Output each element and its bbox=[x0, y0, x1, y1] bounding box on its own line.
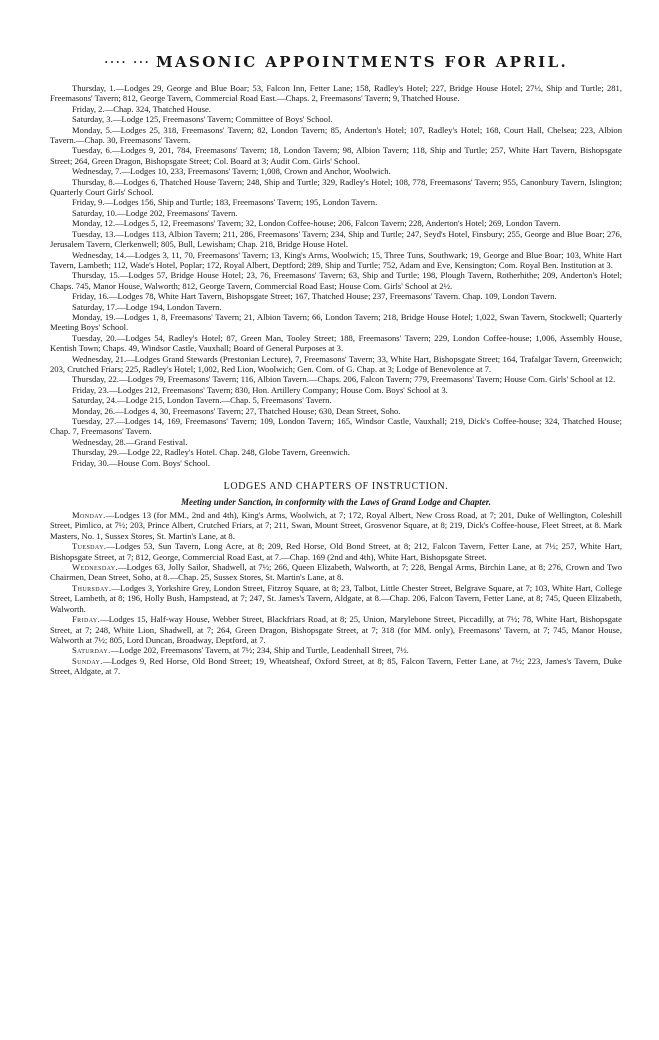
day-text: —Lodges 13 (for MM., 2nd and 4th), King's Arms, Woolwich, at 7; 172, Royal Albert, New Cross Road, at 7; 201, Duke of Wellington, Coleshill Street, Pimlico, at 7½; 203, Prince Albert, Crutched Friars, at 7; 211, Swan, Mount Street, Grosvenor Square, at 8; 219, Dick's Coffee-house, Fleet Street, at 8. Mark Masters, No. 1, Sussex Stores, St. Martin's Lane, at 8. bbox=[50, 510, 622, 541]
appointment-entry: Wednesday, 14.—Lodges 3, 11, 70, Freemasons' Tavern; 13, King's Arms, Woolwich; 15, Three Tuns, Southwark; 19, George and Blue Boar; 103, White Hart Tavern, Lambeth; 112, Wade's Hotel, Poplar; 172, Royal Albert, Deptford; 289, Ship and Turtle; 752, Adam and Eve, Kensington; Com. Royal Ben. Institution at 3. bbox=[50, 249, 622, 270]
appointment-entry: Wednesday, 28.—Grand Festival. bbox=[72, 436, 188, 447]
appointments-list bbox=[50, 83, 622, 468]
appointment-entry: Monday, 26.—Lodges 4, 30, Freemasons' Tavern; 27, Thatched House; 630, Dean Street, Soho. bbox=[72, 405, 401, 416]
appointment-entry: Tuesday, 13.—Lodges 113, Albion Tavern; 211, 286, Freemasons' Tavern; 234, Ship and Turtle; 247, Seyd's Hotel, Finsbury; 255, George and Blue Boar; 276, Jerusalem Tavern, Clerkenwell; 805, Bull, Lewisham; Chap. 218, Bridge House Hotel. bbox=[50, 228, 622, 250]
title-text: MASONIC APPOINTMENTS FOR APRIL. bbox=[156, 53, 569, 71]
instruction-entry-thursday bbox=[50, 583, 622, 614]
day-label: Thursday. bbox=[72, 582, 112, 593]
day-label: Tuesday. bbox=[72, 541, 107, 552]
day-text: —Lodges 63, Jolly Sailor, Shadwell, at 7½; 266, Queen Elizabeth, Walworth, at 7; 228, Bengal Arms, Birchin Lane, at 8; 276, Crown and Two Chairmen, Dean Street, Soho, at 8.—Chap. 25, Sussex Stores, St. Martin's Lane, at 8. bbox=[50, 562, 622, 583]
appointment-entry: Wednesday, 7.—Lodges 10, 233, Freemasons' Tavern; 1,008, Crown and Anchor, Woolwich. bbox=[72, 166, 391, 177]
appointment-entry: Saturday, 10.—Lodge 202, Freemasons' Tavern. bbox=[72, 207, 238, 218]
day-label: Friday. bbox=[72, 614, 101, 625]
appointment-entry: Thursday, 1.—Lodges 29, George and Blue Boar; 53, Falcon Inn, Fetter Lane; 158, Radley's Hotel; 227, Bridge House Hotel; 27½, Ship and Turtle; 281, Freemasons' Tavern; 812, George Tavern, Commercial Road East.—Chaps. 2, Freemasons' Tavern; 9, Thatched House. bbox=[50, 83, 622, 104]
instruction-section-title: LODGES AND CHAPTERS OF INSTRUCTION. bbox=[223, 481, 449, 493]
appointment-entry: Friday, 30.—House Com. Boys' School. bbox=[72, 457, 211, 468]
instruction-entry-monday bbox=[50, 510, 622, 541]
appointment-entry: Tuesday, 27.—Lodges 14, 169, Freemasons' Tavern; 109, London Tavern; 165, Windsor Castle, Vauxhall; 219, Dick's Coffee-house; 324, Thatched House; Chap. 7, Freemasons' Tavern. bbox=[50, 416, 622, 437]
day-label: Wednesday. bbox=[72, 562, 119, 573]
day-label: Monday. bbox=[72, 510, 106, 521]
instruction-entry-saturday bbox=[50, 645, 622, 655]
day-text: —Lodges 15, Half-way House, Webber Street, Blackfriars Road, at 8; 25, Union, Marylebone Street, Piccadilly, at 7½; 78, White Hart, Bishopsgate Street, at 7; 248, White Lion, Shadwell, at 7; 264, Green Dragon, Bishopsgate Street, at 7; 318 (for MM. only), Freemasons' Tavern, at 7; 745, Manor House, Walworth at 7½; 805, Lord Duncan, Broadway, Deptford, at 7. bbox=[50, 614, 622, 645]
appointment-entry: Monday, 19.—Lodges 1, 8, Freemasons' Tavern; 21, Albion Tavern; 66, London Tavern; 218, Bridge House Hotel; 1,022, Swan Tavern, Stockwell; Quarterly Meeting Boys' School. bbox=[50, 311, 622, 333]
appointment-entry: Wednesday, 21.—Lodges Grand Stewards (Prestonian Lecture), 7, Freemasons' Tavern; 33, White Hart, Bishopsgate Street; 164, Trafalgar Tavern, Greenwich; 203, Crutched Friars; 225, Radley's Hotel; 1,002, Red Lion, Woolwich; Gen. Com. of G. Chap. at 3; Lodge of Benevolence at 7. bbox=[50, 353, 622, 374]
day-label: Sunday. bbox=[72, 655, 103, 666]
appointment-entry: Friday, 9.—Lodges 156, Ship and Turtle; 183, Freemasons' Tavern; 195, London Tavern. bbox=[72, 197, 378, 208]
appointment-entry: Thursday, 15.—Lodges 57, Bridge House Hotel; 23, 76, Freemasons' Tavern; 63, Ship and Turtle; 198, Plough Tavern, Rotherhithe; 209, Anderton's Hotel; Chaps. 745, Manor House, Walworth; 812, George Tavern, Commercial Road East; House Com. Girls' School at 2½. bbox=[50, 270, 622, 291]
appointment-entry: Thursday, 8.—Lodges 6, Thatched House Tavern; 248, Ship and Turtle; 329, Radley's Hotel; 108, 778, Freemasons' Tavern; 955, Canonbury Tavern, Islington; Quarterly Court Girls' School. bbox=[50, 176, 622, 198]
appointment-entry: Monday, 12.—Lodges 5, 12, Freemasons' Tavern; 32, London Coffee-house; 206, Falcon Tavern; 228, Anderton's Hotel; 269, London Tavern. bbox=[72, 218, 561, 229]
instruction-entry-sunday bbox=[50, 656, 622, 677]
day-label: Saturday. bbox=[72, 645, 111, 656]
instruction-entry-tuesday bbox=[50, 541, 622, 562]
appointment-entry: Saturday, 24.—Lodge 215, London Tavern.—Chap. 5, Freemasons' Tavern. bbox=[72, 395, 332, 406]
appointment-entry: Thursday, 22.—Lodges 79, Freemasons' Tavern; 116, Albion Tavern.—Chaps. 206, Falcon Tavern; 779, Freemasons' Tavern; House Com. Girls' School at 12. bbox=[72, 374, 616, 385]
instruction-subtitle: Meeting under Sanction, in conformity with the Laws of Grand Lodge and Chapter. bbox=[180, 497, 492, 508]
day-text: —Lodges 53, Sun Tavern, Long Acre, at 8; 209, Red Horse, Old Bond Street, at 8; 212, Falcon Tavern, Fetter Lane, at 7½; 257, White Hart, Bishopsgate Street, at 7; 812, George, Commercial Road East, at 7.—Chap. 169 (2nd and 4th), White Hart, Bishopsgate Street. bbox=[50, 541, 622, 562]
appointment-entry: Saturday, 3.—Lodge 125, Freemasons' Tavern; Committee of Boys' School. bbox=[72, 114, 333, 125]
instruction-list bbox=[50, 510, 622, 677]
appointment-entry: Friday, 16.—Lodges 78, White Hart Tavern, Bishopsgate Street; 167, Thatched House; 237, Freemasons' Tavern. Chap. 109, London Tavern. bbox=[72, 291, 557, 302]
appointment-entry: Saturday, 17.—Lodge 194, London Tavern. bbox=[72, 301, 222, 312]
appointment-entry: Friday, 2.—Chap. 324, Thatched House. bbox=[72, 103, 211, 114]
appointment-entry: Tuesday, 6.—Lodges 9, 201, 784, Freemasons' Tavern; 18, London Tavern; 98, Albion Tavern; 118, Ship and Turtle; 257, White Hart Tavern, Bishopsgate Street; 264, Green Dragon, Bishopsgate Street; Col. Board at 3; Audit Com. Girls' School. bbox=[50, 145, 622, 166]
appointment-entry: Tuesday, 20.—Lodges 54, Radley's Hotel; 87, Green Man, Tooley Street; 188, Freemasons' Tavern; 229, London Coffee-house; 1,006, Assembly House, Kentish Town; Chaps. 49, Windsor Castle, Vauxhall; Board of General Purposes at 3. bbox=[50, 332, 622, 354]
title-dots: ···· ··· bbox=[103, 53, 151, 71]
instruction-entry-friday bbox=[50, 614, 622, 645]
instruction-entry-wednesday bbox=[50, 562, 622, 583]
day-text: —Lodges 3, Yorkshire Grey, London Street, Fitzroy Square, at 8; 23, Talbot, Little Chester Street, Belgrave Square, at 7; 103, White Hart, College Street, Lambeth, at 8; 196, Holly Bush, Hampstead, at 7; 247, St. James's Tavern, Aldgate, at 8.—Chap. 206, Falcon Tavern, Fetter Lane, at 8; 745, Queen Elizabeth, Walworth. bbox=[50, 582, 622, 614]
appointment-entry: Monday, 5.—Lodges 25, 318, Freemasons' Tavern; 82, London Tavern; 85, Anderton's Hotel; 107, Radley's Hotel; 168, Court Hall, Chelsea; 223, Albion Tavern.—Chap. 30, Freemasons' Tavern. bbox=[50, 124, 622, 146]
appointment-entry: Thursday, 29.—Lodge 22, Radley's Hotel. Chap. 248, Globe Tavern, Greenwich. bbox=[72, 447, 350, 458]
day-text: —Lodges 9, Red Horse, Old Bond Street; 19, Wheatsheaf, Oxford Street, at 8; 85, Falcon Tavern, Fetter Lane, at 7½; 223, James's Tavern, Duke Street, Aldgate, at 7. bbox=[50, 655, 622, 677]
page-title bbox=[50, 54, 622, 71]
day-text: —Lodge 202, Freemasons' Tavern, at 7½; 234, Ship and Turtle, Leadenhall Street, 7½. bbox=[110, 645, 409, 656]
appointment-entry: Friday, 23.—Lodges 212, Freemasons' Tavern; 830, Hon. Artillery Company; House Com. Boys' School at 3. bbox=[72, 384, 448, 395]
